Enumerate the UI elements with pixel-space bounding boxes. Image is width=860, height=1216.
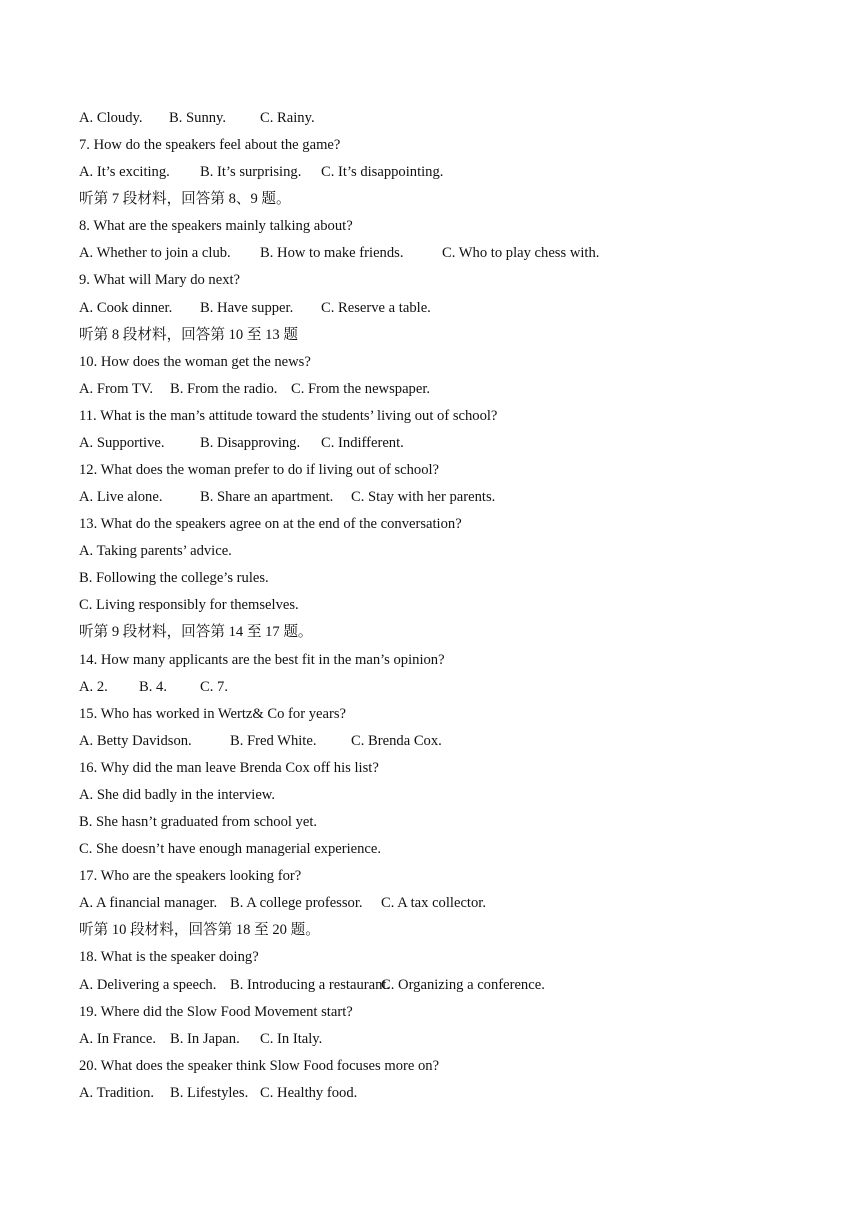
question-text: 15. Who has worked in Wertz& Co for years?: [79, 705, 346, 722]
section-instruction: 听第 8 段材料，回答第 10 至 13 题: [79, 326, 298, 343]
answer-options: [79, 1082, 799, 1109]
answer-option: A. She did badly in the interview.: [79, 786, 276, 803]
answer-option: C. Healthy food.: [260, 1084, 358, 1101]
answer-option: A. Taking parents’ advice.: [79, 543, 232, 560]
answer-option: C. Living responsibly for themselves.: [79, 597, 299, 614]
answer-option: C. 7.: [200, 678, 228, 695]
answer-options: [79, 297, 799, 324]
answer-option: A. 2.: [79, 678, 108, 695]
answer-options: [79, 486, 799, 513]
question-text: 10. How does the woman get the news?: [79, 353, 311, 370]
answer-options: [79, 432, 799, 459]
question-text: 14. How many applicants are the best fit in the man’s opinion?: [79, 651, 445, 668]
answer-option: C. It’s disappointing.: [321, 164, 444, 181]
answer-options: [79, 811, 799, 838]
answer-option: B. A college professor.: [230, 895, 363, 912]
section-instruction: 听第 7 段材料，回答第 8、9 题。: [79, 191, 291, 208]
answer-option: C. Indifferent.: [321, 434, 404, 451]
answer-option: C. A tax collector.: [381, 895, 486, 912]
answer-options: [79, 242, 799, 269]
answer-option: B. In Japan.: [170, 1030, 240, 1047]
answer-option: C. Reserve a table.: [321, 299, 431, 316]
answer-option: B. Fred White.: [230, 732, 317, 749]
answer-option: A. A financial manager.: [79, 895, 218, 912]
answer-option: C. Who to play chess with.: [442, 245, 600, 262]
answer-option: C. In Italy.: [260, 1030, 323, 1047]
answer-option: C. She doesn’t have enough managerial experience.: [79, 841, 382, 858]
answer-option: A. In France.: [79, 1030, 156, 1047]
answer-option: B. It’s surprising.: [200, 164, 302, 181]
answer-options: [79, 1028, 799, 1055]
answer-options: [79, 594, 799, 621]
answer-option: C. From the newspaper.: [291, 380, 431, 397]
answer-option: B. Sunny.: [169, 110, 227, 126]
answer-options: [79, 107, 799, 134]
answer-options: [79, 540, 799, 567]
answer-options: [79, 567, 799, 594]
exam-page: [79, 107, 799, 1109]
answer-options: [79, 161, 799, 188]
answer-option: B. From the radio.: [170, 380, 278, 397]
answer-options: [79, 974, 799, 1001]
answer-option: B. Following the college’s rules.: [79, 570, 269, 587]
answer-option: B. She hasn’t graduated from school yet.: [79, 814, 318, 831]
question-text: 20. What does the speaker think Slow Food focuses more on?: [79, 1057, 440, 1074]
answer-option: B. Have supper.: [200, 299, 294, 316]
question-text: 17. Who are the speakers looking for?: [79, 868, 302, 885]
question-text: 18. What is the speaker doing?: [79, 949, 259, 966]
answer-option: C. Rainy.: [260, 110, 315, 126]
answer-options: [79, 892, 799, 919]
answer-options: [79, 730, 799, 757]
question-text: 19. Where did the Slow Food Movement start?: [79, 1003, 353, 1020]
answer-option: A. From TV.: [79, 380, 154, 397]
answer-options: [79, 838, 799, 865]
question-text: 8. What are the speakers mainly talking about?: [79, 218, 353, 235]
answer-option: B. Share an apartment.: [200, 489, 334, 506]
answer-options: [79, 676, 799, 703]
answer-options: [79, 378, 799, 405]
answer-option: A. Delivering a speech.: [79, 976, 217, 993]
answer-option: C. Brenda Cox.: [351, 732, 442, 749]
question-text: 9. What will Mary do next?: [79, 272, 241, 289]
answer-option: A. Cloudy.: [79, 110, 143, 126]
section-instruction: 听第 9 段材料，回答第 14 至 17 题。: [79, 624, 313, 641]
section-instruction: 听第 10 段材料，回答第 18 至 20 题。: [79, 922, 320, 939]
question-text: 7. How do the speakers feel about the game?: [79, 137, 341, 154]
answer-option: A. Live alone.: [79, 489, 163, 506]
answer-option: C. Stay with her parents.: [351, 489, 496, 506]
answer-option: A. Cook dinner.: [79, 299, 173, 316]
answer-option: B. Introducing a restaurant.: [230, 976, 391, 993]
answer-options: [79, 784, 799, 811]
answer-option: A. Betty Davidson.: [79, 732, 192, 749]
question-text: 13. What do the speakers agree on at the end of the conversation?: [79, 516, 462, 533]
answer-option: B. Disapproving.: [200, 434, 301, 451]
question-text: 12. What does the woman prefer to do if living out of school?: [79, 462, 440, 479]
answer-option: B. How to make friends.: [260, 245, 404, 262]
answer-option: B. 4.: [139, 678, 167, 695]
answer-option: A. Supportive.: [79, 434, 165, 451]
question-text: 16. Why did the man leave Brenda Cox off his list?: [79, 759, 379, 776]
answer-option: A. Tradition.: [79, 1084, 155, 1101]
answer-option: B. Lifestyles.: [170, 1084, 249, 1101]
answer-option: A. It’s exciting.: [79, 164, 170, 181]
answer-option: A. Whether to join a club.: [79, 245, 231, 262]
answer-option: C. Organizing a conference.: [381, 976, 545, 993]
question-text: 11. What is the man’s attitude toward the students’ living out of school?: [79, 407, 498, 424]
